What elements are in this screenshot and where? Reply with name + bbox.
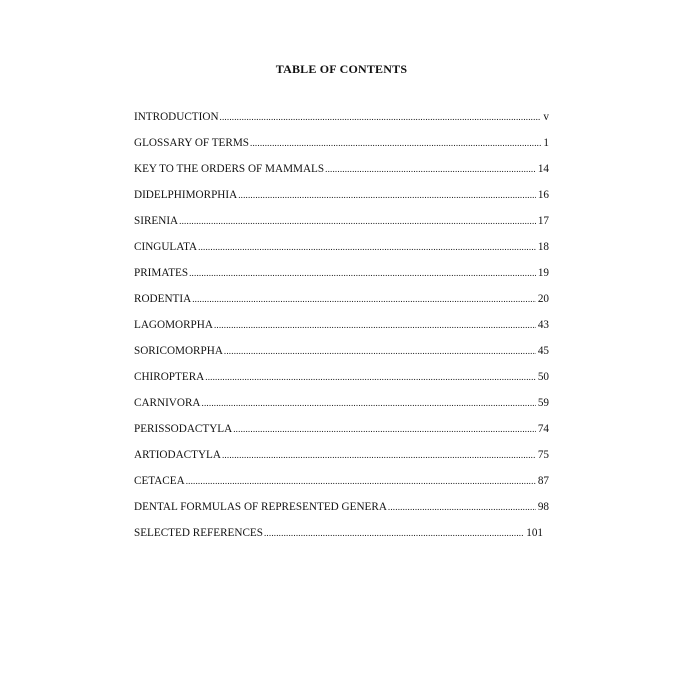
dot-leader — [179, 216, 536, 226]
toc-entry-primates — [134, 267, 549, 293]
toc-entry-page: 98 — [537, 501, 549, 513]
toc-entry-label: PRIMATES — [134, 267, 189, 279]
dot-leader — [192, 294, 536, 304]
dot-leader — [233, 424, 536, 434]
dot-leader — [388, 502, 536, 512]
page-title: TABLE OF CONTENTS — [275, 62, 408, 76]
toc-entry-perissodactyla — [134, 423, 549, 449]
dot-leader — [186, 476, 536, 486]
toc-entry-label: CETACEA — [134, 475, 185, 487]
toc-entry-label: CARNIVORA — [134, 397, 201, 409]
toc-entry-label: GLOSSARY OF TERMS — [134, 137, 250, 149]
toc-entry-page: 50 — [537, 371, 549, 383]
toc-entry-cetacea — [134, 475, 549, 501]
toc-entry-page: 18 — [537, 241, 549, 253]
toc-entry-page: 101 — [526, 527, 543, 539]
toc-entry-label: LAGOMORPHA — [134, 319, 213, 331]
toc-entry-label: ARTIODACTYLA — [134, 449, 221, 461]
toc-entry-page: 74 — [537, 423, 549, 435]
toc-entry-page: 87 — [537, 475, 549, 487]
dot-leader — [325, 164, 536, 174]
toc-entry-page: 14 — [537, 163, 549, 175]
toc-entry-key-to-orders — [134, 163, 549, 189]
dot-leader — [222, 450, 536, 460]
toc-entry-page: 43 — [537, 319, 549, 331]
toc-entry-label: INTRODUCTION — [134, 111, 219, 123]
toc-entry-page: 20 — [537, 293, 549, 305]
toc-entry-page: 59 — [537, 397, 549, 409]
toc-entry-label: SIRENIA — [134, 215, 179, 227]
toc-entry-label: CHIROPTERA — [134, 371, 205, 383]
toc-entry-page: 1 — [543, 137, 549, 149]
dot-leader — [250, 138, 541, 148]
toc-entry-sirenia — [134, 215, 549, 241]
toc-entry-label: DIDELPHIMORPHIA — [134, 189, 238, 201]
dot-leader — [189, 268, 536, 278]
toc-entry-lagomorpha — [134, 319, 549, 345]
toc-entry-label: KEY TO THE ORDERS OF MAMMALS — [134, 163, 325, 175]
toc-entry-page: 45 — [537, 345, 549, 357]
toc-entry-label: CINGULATA — [134, 241, 198, 253]
toc-entry-artiodactyla — [134, 449, 549, 475]
toc-entry-page: 19 — [537, 267, 549, 279]
dot-leader — [224, 346, 536, 356]
dot-leader — [205, 372, 536, 382]
table-of-contents — [134, 111, 549, 553]
toc-entry-page: v — [543, 111, 549, 123]
toc-entry-label: DENTAL FORMULAS OF REPRESENTED GENERA — [134, 501, 387, 513]
dot-leader — [264, 528, 524, 538]
dot-leader — [198, 242, 536, 252]
toc-entry-page: 17 — [537, 215, 549, 227]
toc-entry-soricomorpha — [134, 345, 549, 371]
toc-entry-rodentia — [134, 293, 549, 319]
toc-entry-label: SORICOMORPHA — [134, 345, 223, 357]
toc-entry-cingulata — [134, 241, 549, 267]
toc-entry-label: RODENTIA — [134, 293, 192, 305]
toc-entry-didelphimorphia — [134, 189, 549, 215]
toc-entry-introduction — [134, 111, 549, 137]
dot-leader — [220, 112, 542, 122]
toc-entry-label: SELECTED REFERENCES — [134, 527, 263, 539]
dot-leader — [238, 190, 536, 200]
toc-entry-glossary — [134, 137, 549, 163]
toc-entry-chiroptera — [134, 371, 549, 397]
toc-entry-dental-formulas — [134, 501, 549, 527]
toc-entry-label: PERISSODACTYLA — [134, 423, 233, 435]
dot-leader — [202, 398, 536, 408]
dot-leader — [214, 320, 536, 330]
toc-entry-page: 75 — [537, 449, 549, 461]
toc-entry-page: 16 — [537, 189, 549, 201]
toc-entry-selected-references — [134, 527, 549, 553]
toc-entry-carnivora — [134, 397, 549, 423]
